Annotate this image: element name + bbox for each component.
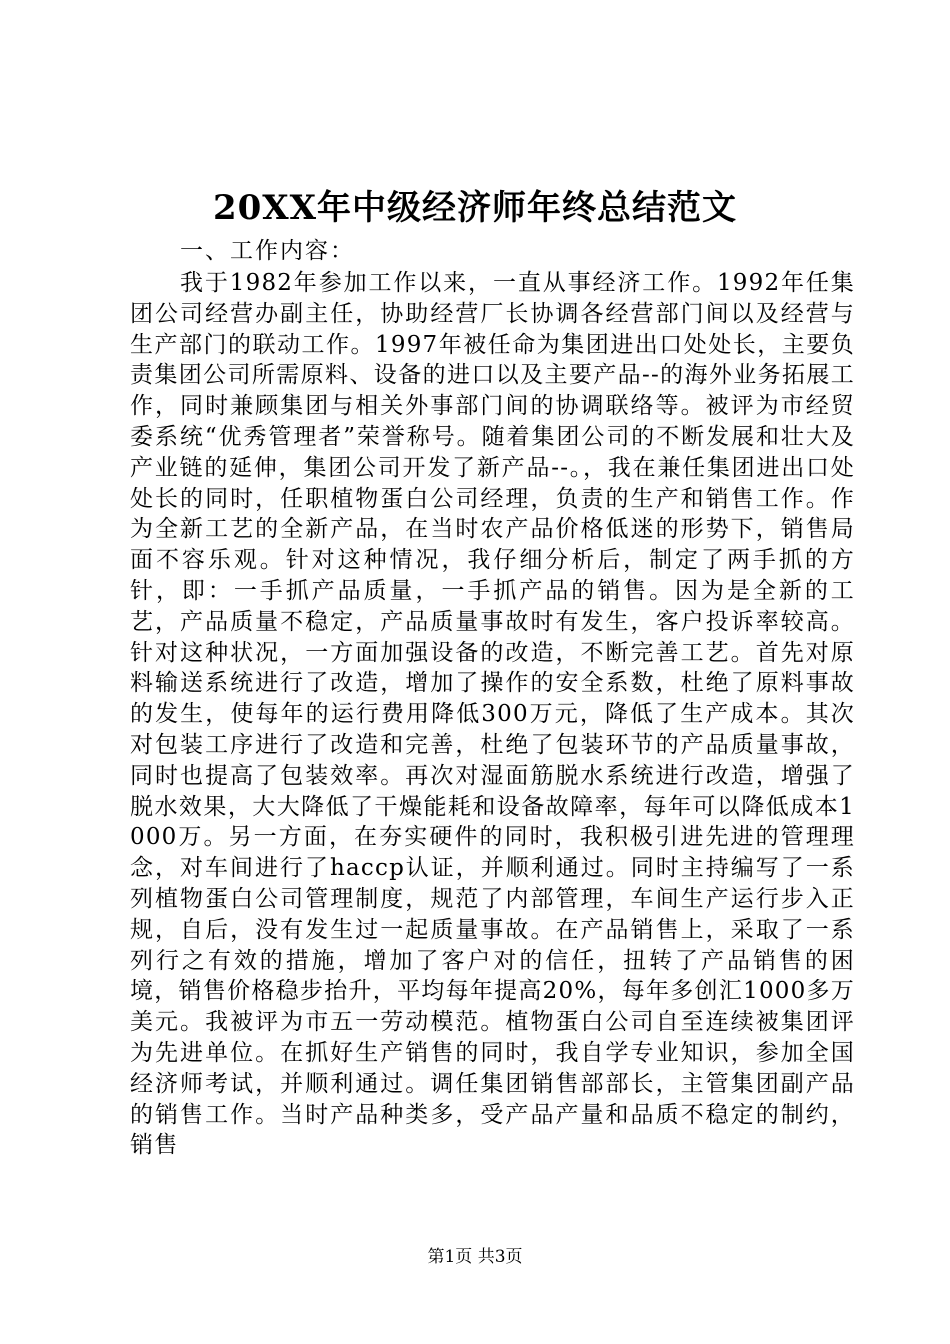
document-title: 20XX年中级经济师年终总结范文 (212, 188, 738, 228)
section-heading: 一、工作内容： (180, 238, 355, 264)
page-number-footer: 第1页 共3页 (427, 1247, 523, 1267)
body-paragraph: 我于1982年参加工作以来，一直从事经济工作。1992年任集团公司经营办副主任，协助经营厂长协调各经营部门间以及经营与生产部门的联动工作。1997年被任命为集团进出口处处长，主要负责集团公司所需原料、设备的进口以及主要产品--的海外业务拓展工作，同时兼顾集团与相关外事部门间的协调联络等。被评为市经贸委系统“优秀管理者”荣誉称号。随着集团公司的不断发展和壮大及产业链的延伸，集团公司开发了新产品--。，我在兼任集团进出口处处长的同时，任职植物蛋白公司经理，负责的生产和销售工作。作为全新工艺的全新产品，在当时农产品价格低迷的形势下，销售局面不容乐观。针对这种情况，我仔细分析后，制定了两手抓的方针，即：一手抓产品质量，一手抓产品的销售。因为是全新的工艺，产品质量不稳定，产品质量事故时有发生，客户投诉率较高。针对这种状况，一方面加强设备的改造，不断完善工艺。首先对原料输送系统进行了改造，增加了操作的安全系数，杜绝了原料事故的发生，使每年的运行费用降低300万元，降低了生产成本。其次对包装工序进行了改造和完善，杜绝了包装环节的产品质量事故，同时也提高了包装效率。再次对湿面筋脱水系统进行改造，增强了脱水效果，大大降低了干燥能耗和设备故障率，每年可以降低成本1000万。另一方面，在夯实硬件的同时，我积极引进先进的管理理念，对车间进行了haccp认证，并顺利通过。同时主持编写了一系列植物蛋白公司管理制度，规范了内部管理，车间生产运行步入正规，自后，没有发生过一起质量事故。在产品销售上，采取了一系列行之有效的措施，增加了客户对的信任，扭转了产品销售的困境，销售价格稳步抬升，平均每年提高20%，每年多创汇1000多万美元。我被评为市五一劳动模范。植物蛋白公司自至连续被集团评为先进单位。在抓好生产销售的同时，我自学专业知识，参加全国经济师考试，并顺利通过。调任集团销售部部长，主管集团副产品的销售工作。当时产品种类多，受产品产量和品质不稳定的制约，销售 (130, 270, 855, 1159)
